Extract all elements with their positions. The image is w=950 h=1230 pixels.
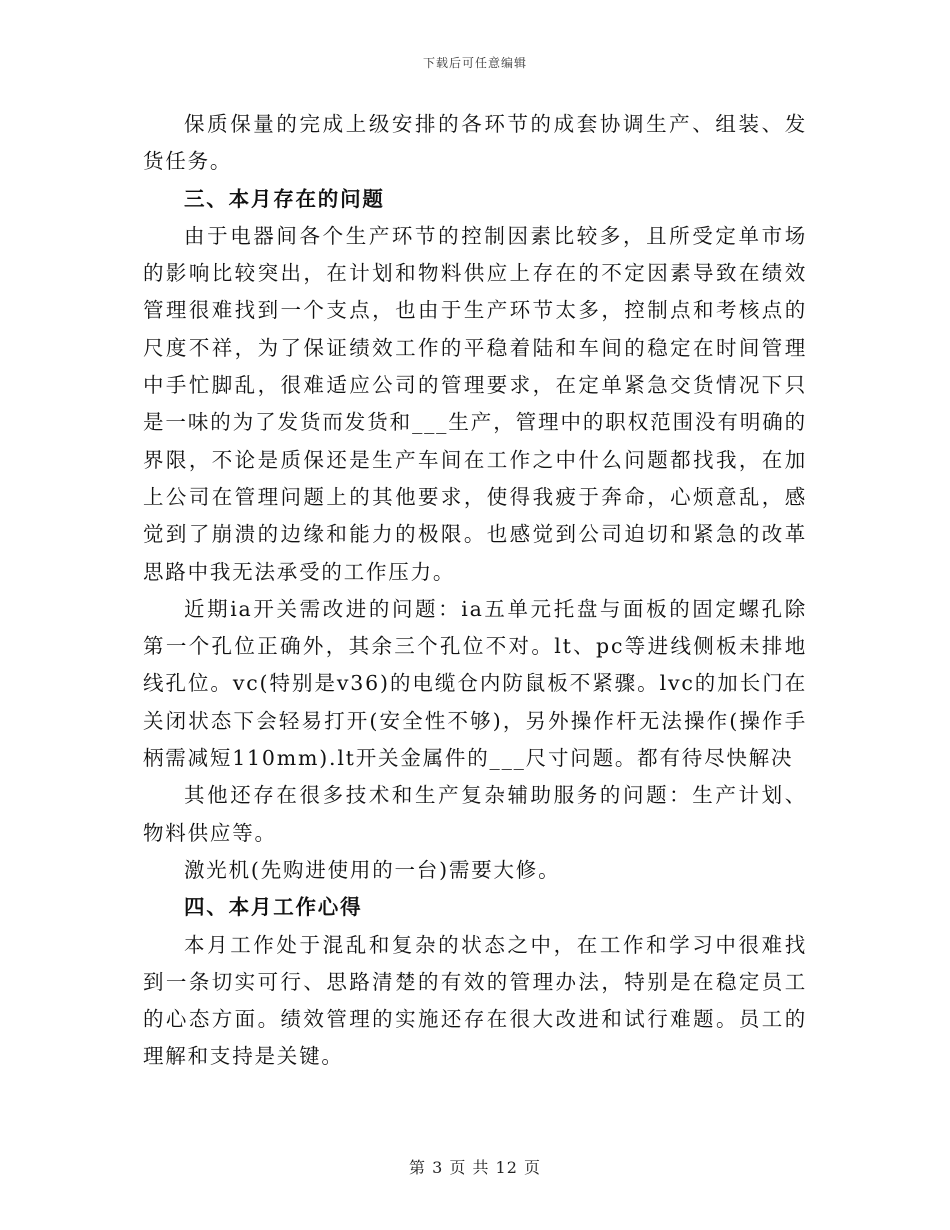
document-body	[143, 106, 807, 1076]
page-footer: 第 3 页 共 12 页	[409, 1158, 541, 1177]
paragraph-other-issues: 其他还存在很多技术和生产复杂辅助服务的问题：生产计划、物料供应等。	[143, 783, 807, 845]
paragraph-insights: 本月工作处于混乱和复杂的状态之中，在工作和学习中很难找到一条切实可行、思路清楚的有效的管理办法，特别是在稳定员工的心态方面。绩效管理的实施还存在很大改进和试行难题。员工的理解和支持是关键。	[143, 932, 807, 1069]
page-header: 下载后可任意编辑	[422, 56, 527, 70]
paragraph-switch-issues: 近期ia开关需改进的问题：ia五单元托盘与面板的固定螺孔除第一个孔位正确外，其余三个孔位不对。lt、pc等进线侧板未排地线孔位。vc(特别是v36)的电缆仓内防鼠板不紧骤。lvc的加长门在关闭状态下会轻易打开(安全性不够)，另外操作杆无法操作(操作手柄需减短110mm).lt开关金属件的___尺寸问题。都有待尽快解决	[143, 596, 807, 771]
paragraph-problems-detail: 由于电器间各个生产环节的控制因素比较多，且所受定单市场的影响比较突出，在计划和物料供应上存在的不定因素导致在绩效管理很难找到一个支点，也由于生产环节太多，控制点和考核点的尺度不祥，为了保证绩效工作的平稳着陆和车间的稳定在时间管理中手忙脚乱，很难适应公司的管理要求，在定单紧急交货情况下只是一味的为了发货而发货和___生产，管理中的职权范围没有明确的界限，不论是质保还是生产车间在工作之中什么问题都找我，在加上公司在管理问题上的其他要求，使得我疲于奔命，心烦意乱，感觉到了崩溃的边缘和能力的极限。也感觉到公司迫切和紧急的改革思路中我无法承受的工作压力。	[143, 223, 807, 584]
section-heading-insights: 四、本月工作心得	[184, 895, 363, 920]
paragraph-task-completion: 保质保量的完成上级安排的各环节的成套协调生产、组装、发货任务。	[143, 112, 807, 174]
paragraph-laser-machine: 激光机(先购进使用的一台)需要大修。	[184, 857, 561, 882]
section-heading-problems: 三、本月存在的问题	[184, 186, 385, 211]
